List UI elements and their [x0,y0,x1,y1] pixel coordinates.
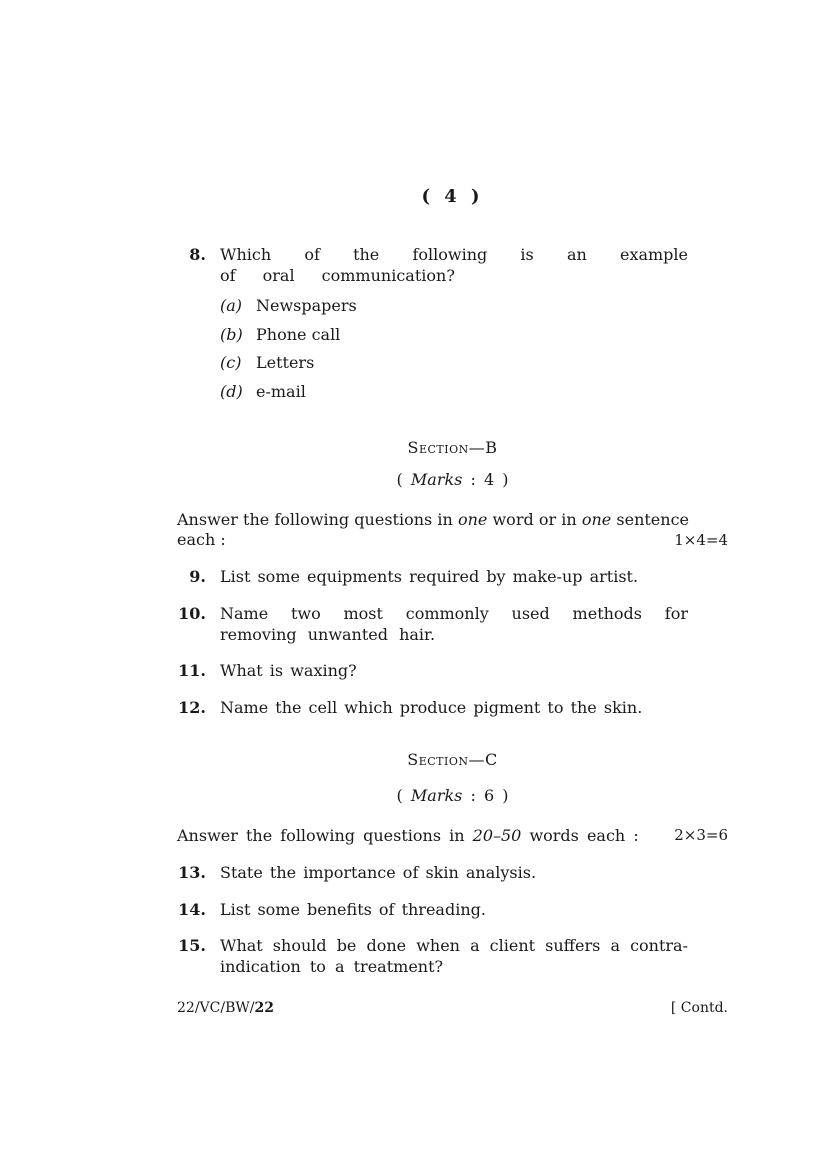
paper-code-suffix: 22 [254,1000,274,1016]
section-title-prefix: Section [407,438,469,457]
option-text: Letters [256,353,315,372]
section-b-marks [0,470,827,489]
marks-open: ( [396,470,403,489]
instruction-emphasis: one [581,510,612,529]
section-c-title [0,750,827,769]
instruction-emphasis: one [457,510,488,529]
option-a [220,295,357,316]
question-number: 15. [178,936,206,955]
paper-code [177,1000,274,1016]
section-title-suffix: —B [468,438,498,457]
question-text: State the importance of skin analysis. [220,863,537,882]
option-text: e-mail [256,382,306,401]
continued-note: [ Contd. [670,1000,728,1016]
section-b-score: 1×4=4 [674,531,728,549]
instruction-text: sentence each : [177,510,690,549]
question-number: 11. [178,661,206,680]
question-number: 12. [178,698,206,717]
paper-code-prefix: 22/VC/BW/ [177,1000,255,1016]
marks-word: Marks [410,470,463,489]
option-label: (d) [220,382,243,401]
question-text: List some benefits of threading. [220,900,486,919]
question-text: List some equipments required by make-up artist. [220,567,639,586]
option-label: (b) [220,325,243,344]
marks-word: Marks [410,786,463,805]
question-number: 8. [189,245,206,264]
instruction-emphasis: 20–50 [472,826,522,845]
instruction-text: word or in [487,510,582,529]
question-number: 9. [189,567,206,586]
question-text: Name two most commonly used methods for removing unwanted hair. [220,604,688,644]
question-text: What is waxing? [220,661,357,680]
question-text: Name the cell which produce pigment to the skin. [220,698,643,717]
instruction-text: Answer the following questions in [177,826,473,845]
section-title-prefix: Section [407,750,469,769]
option-text: Phone call [256,325,341,344]
section-c-score: 2×3=6 [674,826,728,844]
option-c [220,352,314,373]
option-d [220,381,306,402]
option-b [220,324,340,345]
question-number: 10. [178,604,206,623]
section-b-instruction [177,510,689,550]
marks-value: : 6 ) [470,786,509,805]
question-text: Which of the following is an example of oral communication? [220,245,688,285]
question-number: 13. [178,863,206,882]
marks-value: : 4 ) [470,470,509,489]
instruction-text: Answer the following questions in [177,510,458,529]
section-b-title [0,438,827,457]
page-number: ( 4 ) [421,186,484,207]
question-number: 14. [178,900,206,919]
instruction-text: words each : [521,826,639,845]
option-text: Newspapers [256,296,357,315]
section-c-marks [0,786,827,805]
section-title-suffix: —C [468,750,498,769]
option-label: (a) [220,296,243,315]
marks-open: ( [396,786,403,805]
question-text: What should be done when a client suffers a contra-indication to a treatment? [220,936,688,976]
section-c-instruction [177,826,647,846]
option-label: (c) [220,353,242,372]
